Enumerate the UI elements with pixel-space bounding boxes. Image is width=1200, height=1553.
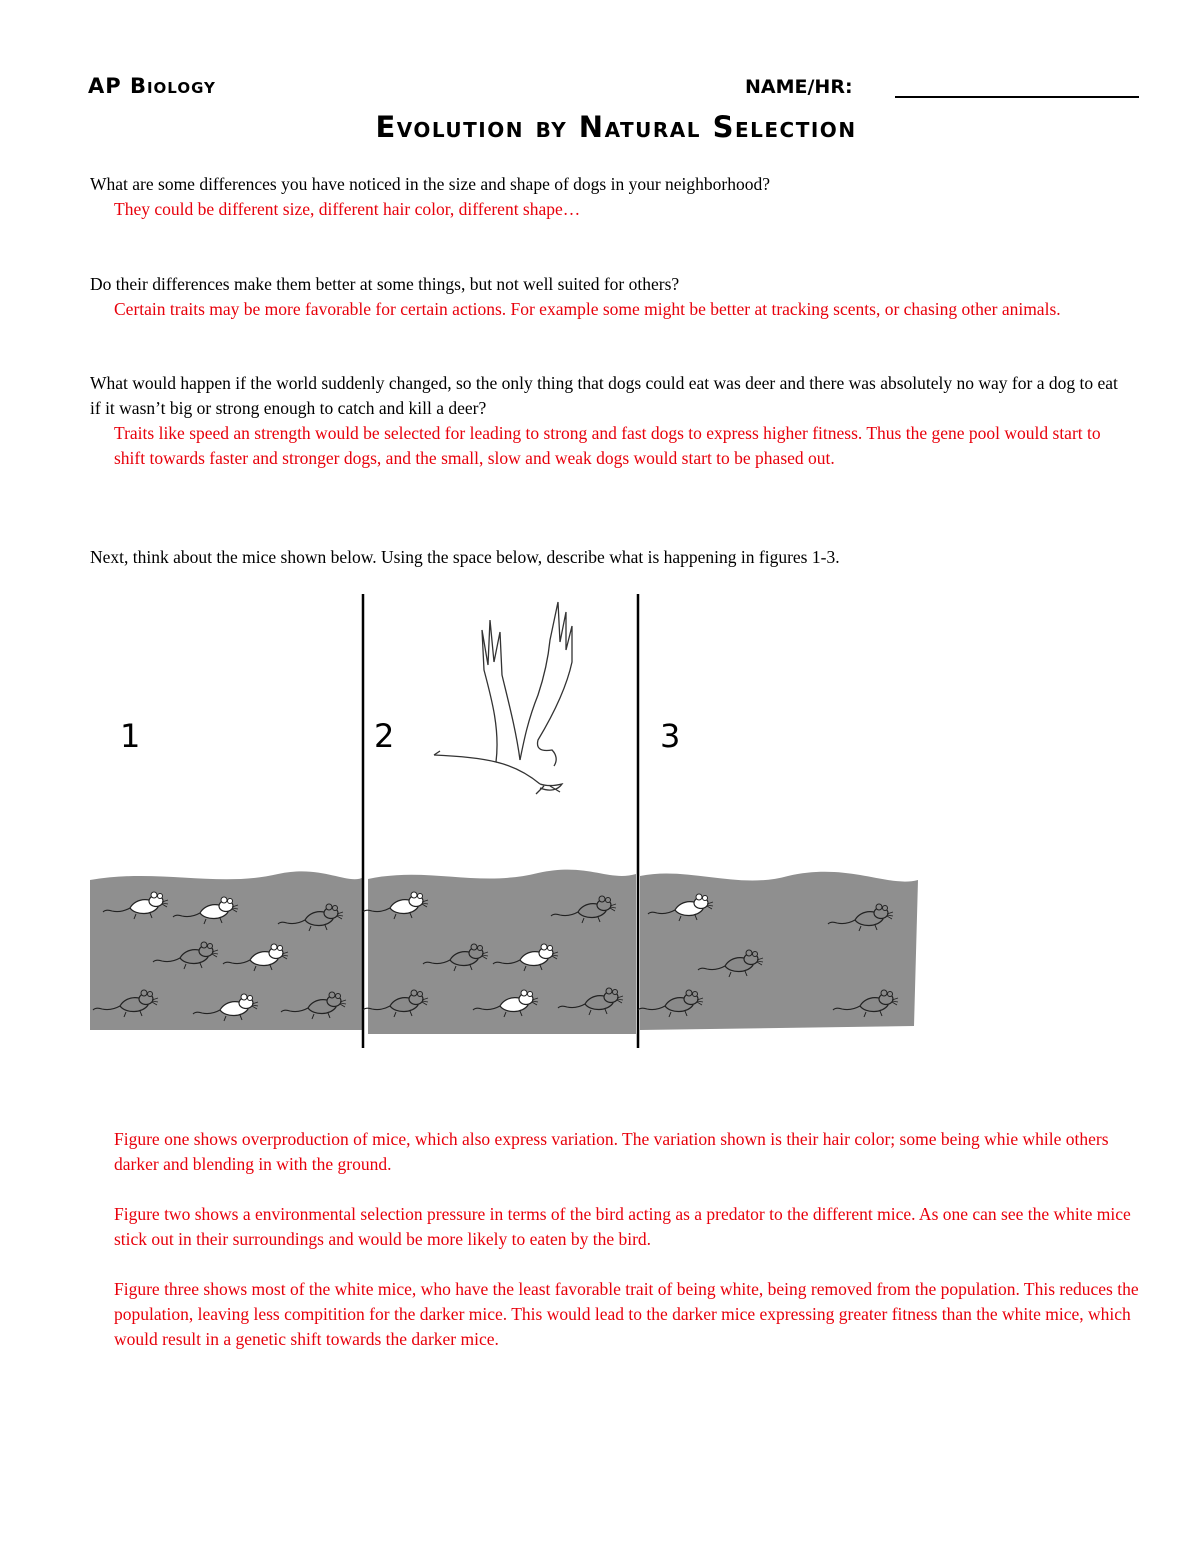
answer-3: Traits like speed an strength would be selected for leading to strong and fast dogs to express higher fitness. Thus the gene pool would start to shift towards faster and stronger dogs, and the small, slow and weak dogs would start to be phased out. <box>114 423 1101 468</box>
name-blank-line[interactable] <box>895 96 1139 98</box>
response-figure-1: Figure one shows overproduction of mice, which also express variation. The variation shown is their hair color; some being whie while others darker and blending in with the ground. <box>114 1129 1109 1174</box>
name-hr-label: NAME/HR: <box>745 76 853 98</box>
bird-predator <box>434 602 572 794</box>
answer-2: Certain traits may be more favorable for certain actions. For example some might be better at tracking scents, or chasing other animals. <box>114 299 1061 319</box>
question-1: What are some differences you have noticed in the size and shape of dogs in your neighborhood? <box>90 174 771 194</box>
mice-selection-figure <box>88 590 923 1060</box>
question-2: Do their differences make them better at some things, but not well suited for others? <box>90 274 680 294</box>
answer-1: They could be different size, different hair color, different shape… <box>114 199 581 219</box>
page-title: Evolution by Natural Selection <box>375 110 857 144</box>
question-3: What would happen if the world suddenly changed, so the only thing that dogs could eat was deer and there was absolutely no way for a dog to eat if it wasn’t big or strong enough to catch and kill a deer? <box>90 373 1118 418</box>
panel-label-3: 3 <box>660 717 681 755</box>
panel-label-2: 2 <box>374 717 395 755</box>
response-figure-3: Figure three shows most of the white mice, who have the least favorable trait of being white, being removed from the population. This reduces the population, leaving less compitition for the darker mice. This would lead to the darker mice expressing greater fitness than the white mice, which would result in a genetic shift towards the darker mice. <box>114 1279 1139 1349</box>
response-figure-2: Figure two shows a environmental selection pressure in terms of the bird acting as a predator to the different mice. As one can see the white mice stick out in their surroundings and would be more likely to eaten by the bird. <box>114 1204 1131 1249</box>
panel-label-1: 1 <box>120 717 141 755</box>
course-title: AP Biology <box>88 74 216 98</box>
figure-prompt: Next, think about the mice shown below. Using the space below, describe what is happening in figures 1-3. <box>90 547 840 567</box>
